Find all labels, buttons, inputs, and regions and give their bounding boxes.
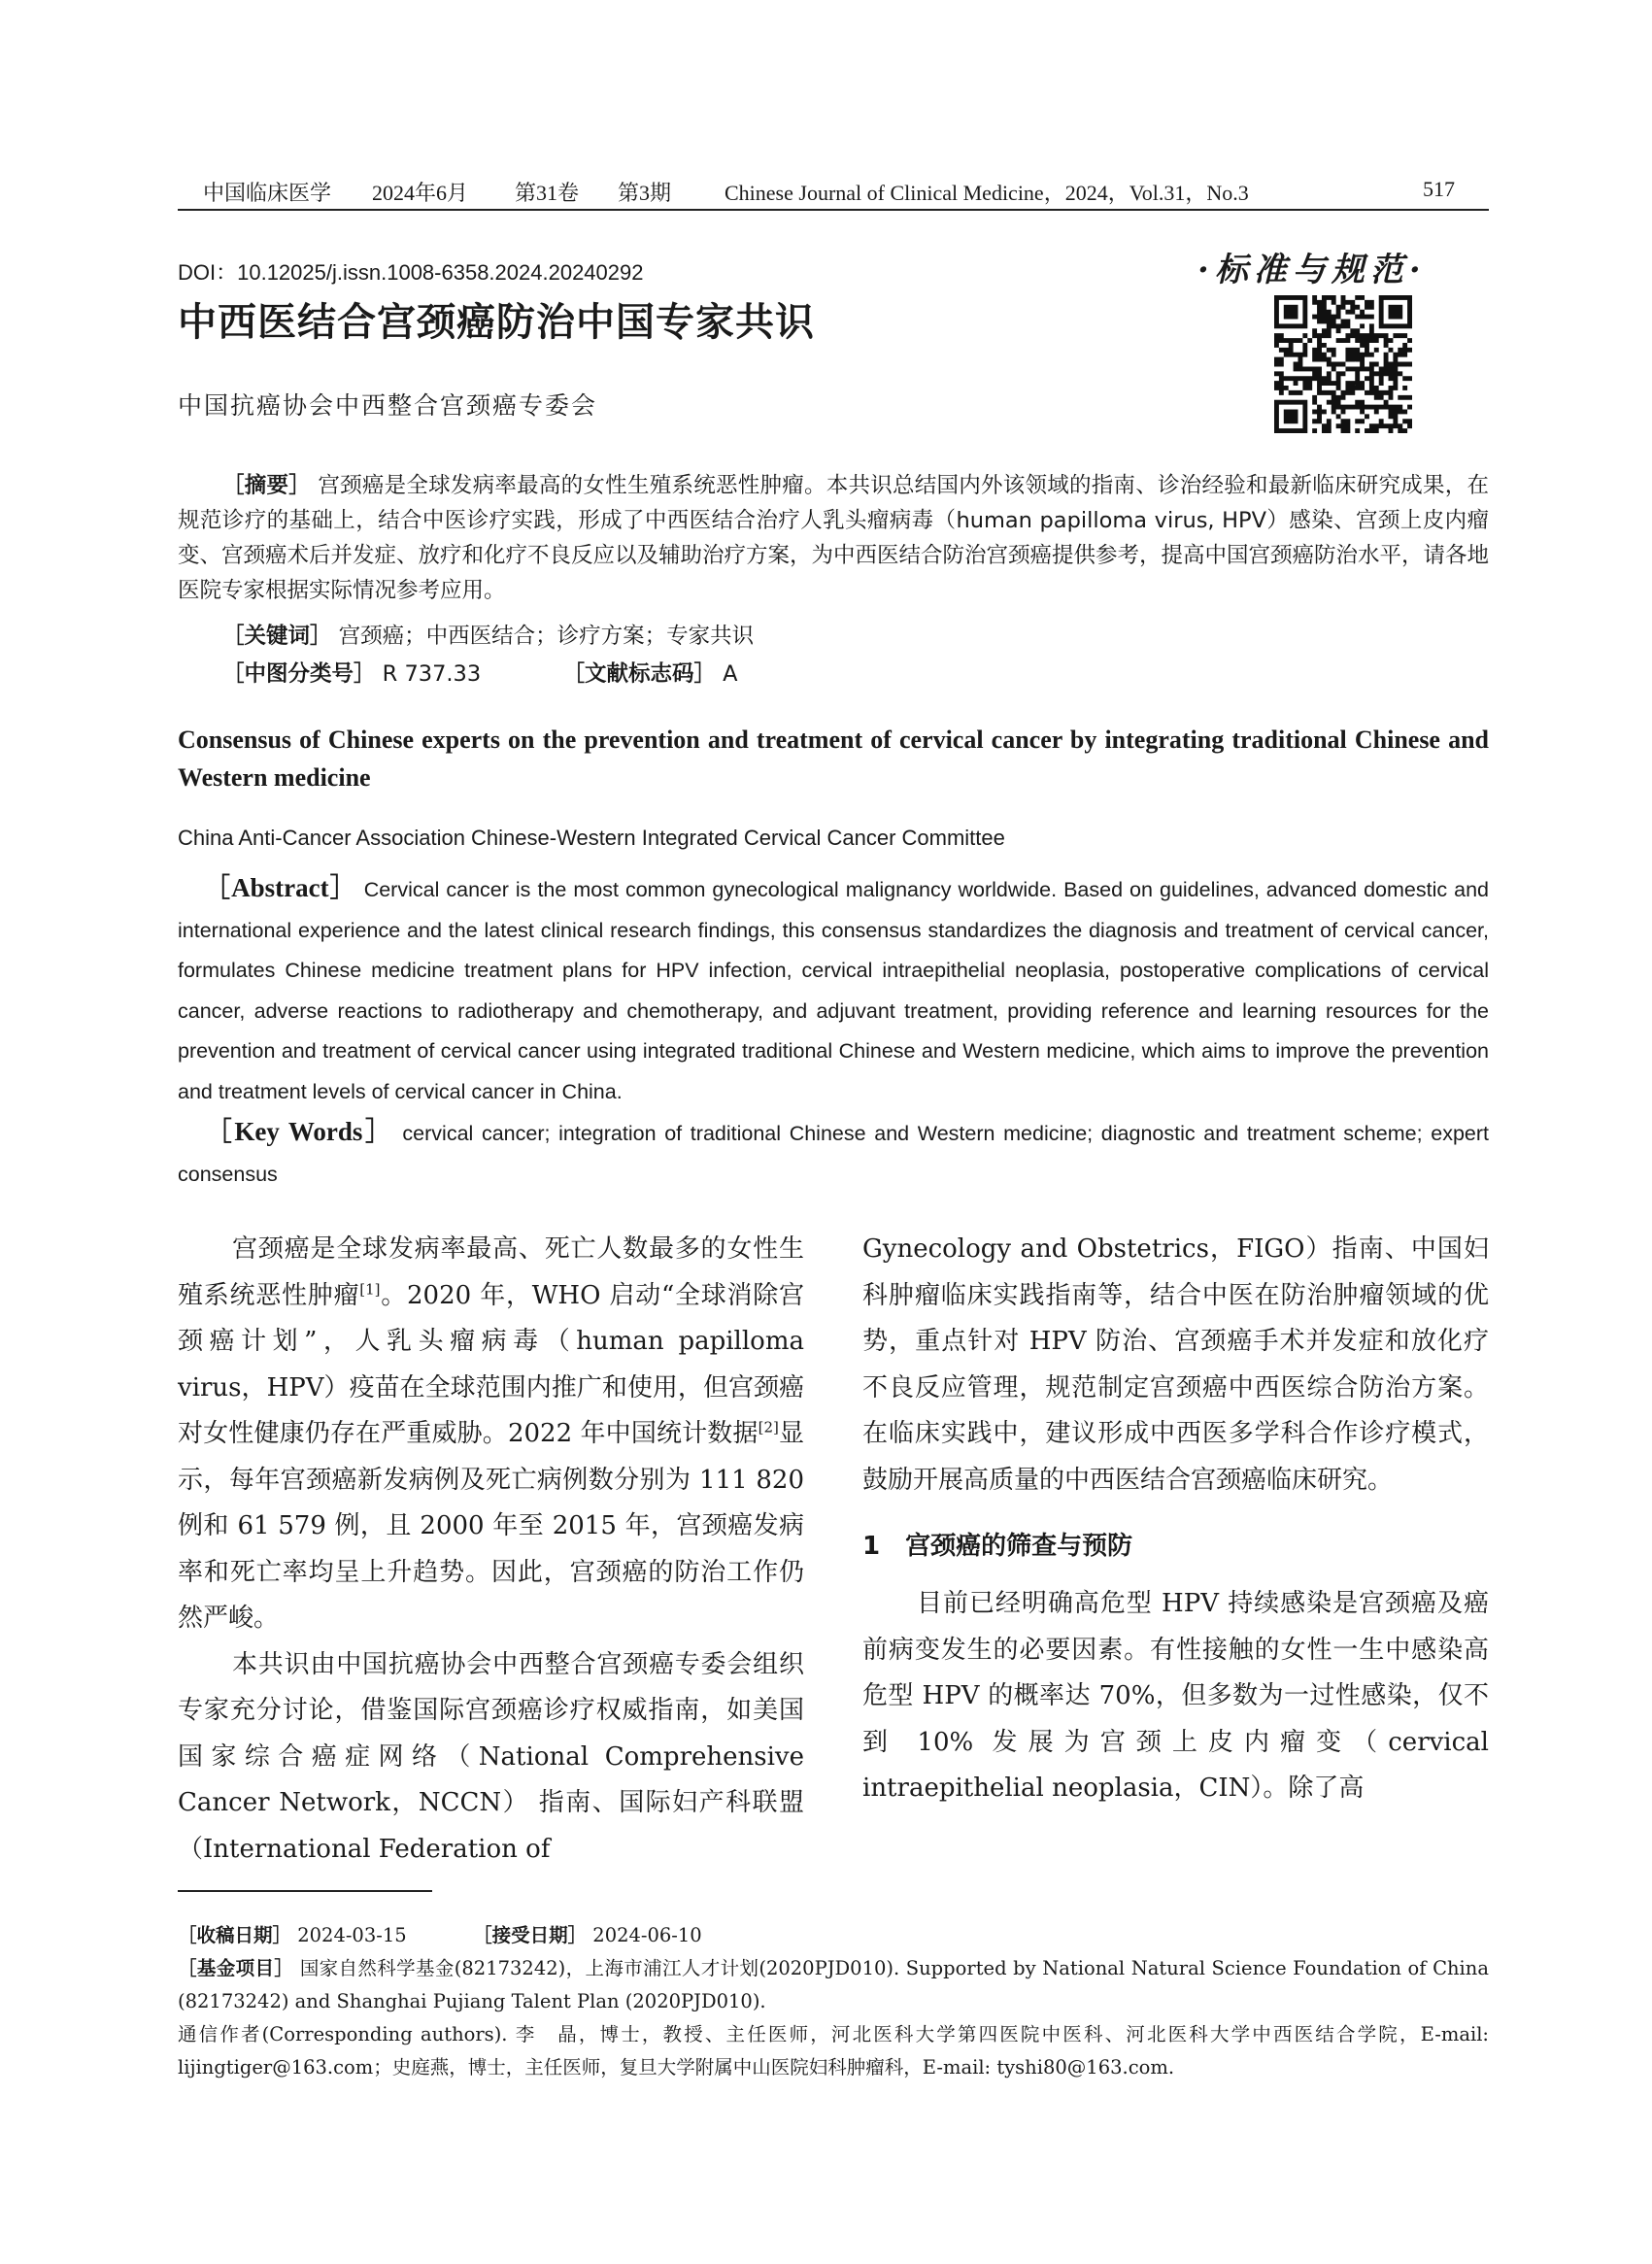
abstract-cn-text: 宫颈癌是全球发病率最高的女性生殖系统恶性肿瘤。本共识总结国内外该领域的指南、诊治经验和最新临床研究成果，在规范诊疗的基础上，结合中医诊疗实践，形成了中西医结合治疗人乳头瘤病毒（human papilloma virus, HPV）感染、宫颈上皮内瘤变、宫颈癌术后并发症、放疗和化疗不良反应以及辅助治疗方案，为中西医结合防治宫颈癌提供参考，提高中国宫颈癌防治水平，请各地医院专家根据实际情况参考应用。: [178, 473, 1490, 603]
body-paragraph-2-cont: Gynecology and Obstetrics，FIGO）指南、中国妇科肿瘤临床实践指南等，结合中医在防治肿瘤领域的优势，重点针对 HPV 防治、宫颈癌手术并发症和放化疗不良反应管理，规范制定宫颈癌中西医综合防治方案。在临床实践中，建议形成中西医多学科合作诊疗模式，鼓励开展高质量的中西医结合宫颈癌临床研究。: [862, 1234, 1489, 1495]
clc-label: ［中图分类号］: [222, 661, 376, 687]
header-date-cn: 2024年6月: [372, 181, 469, 205]
doc-code-value: A: [723, 661, 738, 687]
header-journal-en: Chinese Journal of Clinical Medicine，2024，Vol.31，No.3: [725, 181, 1249, 205]
dates-line: [178, 1919, 1489, 1952]
keywords-en-label: ［Key Words］: [203, 1117, 394, 1146]
header-rule: [178, 209, 1489, 211]
fund-text: 国家自然科学基金(82173242)，上海市浦江人才计划(2020PJD010). Supported by National Natural Science Foundation of China (82173242) and Shanghai Pujiang Talent Plan (2020PJD010).: [178, 1957, 1489, 2012]
body-column-right: [862, 1227, 1489, 1812]
accepted-label: ［接受日期］: [473, 1924, 588, 1946]
classification-line: [222, 657, 738, 692]
header-volume-cn: 第31卷: [515, 181, 580, 205]
header-journal-cn: 中国临床医学: [203, 181, 332, 205]
abstract-en: [178, 868, 1489, 1112]
abstract-en-label: ［Abstract］: [203, 873, 357, 902]
citation-ref-1[interactable]: [1]: [359, 1279, 381, 1298]
author-cn: 中国抗癌协会中西整合宫颈癌专委会: [178, 391, 598, 420]
abstract-en-text: Cervical cancer is the most common gynecological malignancy worldwide. Based on guidelines, advanced domestic and international experience and the latest clinical research findings, this consensus standardizes the diagnosis and treatment of cervical cancer, formulates Chinese medicine treatment plans for HPV infection, cervical intraepithelial neoplasia, postoperative complications of cervical cancer, adverse reactions to radiotherapy and chemotherapy, and adjuvant treatment, providing reference and learning resources for the prevention and treatment of cervical cancer using integrated traditional Chinese and Western medicine, which aims to improve the prevention and treatment levels of cervical cancer in China.: [178, 878, 1489, 1103]
running-header: [178, 175, 1489, 210]
doi[interactable]: DOI：10.12025/j.issn.1008-6358.2024.20240292: [178, 260, 644, 285]
header-issue-cn: 第3期: [618, 181, 672, 205]
header-page-number: 517: [1423, 177, 1455, 201]
keywords-en-text: cervical cancer; integration of traditional Chinese and Western medicine; diagnostic and treatment scheme; expert consensus: [178, 1122, 1489, 1186]
footnotes: [178, 1919, 1489, 2084]
body-paragraph-2: 本共识由中国抗癌协会中西整合宫颈癌专委会组织专家充分讨论，借鉴国际宫颈癌诊疗权威指南，如美国国家综合癌症网络（National Comprehensive Cancer Network，NCCN） 指南、国际妇产科联盟（International Federation of: [178, 1649, 804, 1864]
keywords-cn-label: ［关键词］: [222, 624, 332, 649]
clc-value: R 737.33: [382, 661, 482, 687]
citation-ref-2[interactable]: [2]: [758, 1418, 779, 1436]
qr-code-icon: [1274, 295, 1412, 433]
fund-line: [178, 1952, 1489, 2018]
keywords-en: [178, 1112, 1489, 1195]
author-en: China Anti-Cancer Association Chinese-Western Integrated Cervical Cancer Committee: [178, 826, 1005, 850]
section-1-heading: 1 宫颈癌的筛查与预防: [862, 1532, 1133, 1561]
body-column-left: [178, 1227, 804, 1873]
body-paragraph-1: 宫颈癌是全球发病率最高、死亡人数最多的女性生殖系统恶性肿瘤[1]。2020 年，WHO 启动“全球消除宫颈癌计划”，人乳头瘤病毒（human papilloma virus，HPV）疫苗在全球范围内推广和使用，但宫颈癌对女性健康仍存在严重威胁。2022 年中国统计数据[2]显示，每年宫颈癌新发病例及死亡病例数分别为 111 820 例和 61 579 例，且 2000 年至 2015 年，宫颈癌发病率和死亡率均呈上升趋势。因此，宫颈癌的防治工作仍然严峻。: [178, 1234, 804, 1633]
body-paragraph-3: 目前已经明确高危型 HPV 持续感染是宫颈癌及癌前病变发生的必要因素。有性接触的女性一生中感染高危型 HPV 的概率达 70%，但多数为一过性感染，仅不到 10% 发展为宫颈上皮内瘤变（cervical intraepithelial neoplasia，CIN）。除了高: [862, 1589, 1489, 1803]
keywords-cn-text: 宫颈癌；中西医结合；诊疗方案；专家共识: [338, 624, 755, 649]
correspondence: 通信作者(Corresponding authors). 李 晶，博士，教授、主任医师，河北医科大学第四医院中医科、河北医科大学中西医结合学院，E-mail: lijingtiger@163.com；史庭燕，博士，主任医师，复旦大学附属中山医院妇科肿瘤科，E-mail: tyshi80@163.com.: [178, 2023, 1489, 2078]
fund-label: ［基金项目］: [178, 1957, 294, 1979]
accepted-date: 2024-06-10: [592, 1924, 702, 1946]
section-tag: ·标准与规范·: [1197, 251, 1427, 289]
abstract-cn: [178, 468, 1489, 608]
title-en: Consensus of Chinese experts on the prevention and treatment of cervical cancer by integrating traditional Chinese and Western medicine: [178, 726, 1489, 792]
doc-code-label: ［文献标志码］: [562, 661, 717, 687]
footnote-rule: [178, 1890, 432, 1892]
abstract-cn-label: ［摘要］: [222, 473, 312, 498]
title-cn: 中西医结合宫颈癌防治中国专家共识: [178, 300, 815, 345]
received-label: ［收稿日期］: [178, 1924, 292, 1946]
received-date: 2024-03-15: [297, 1924, 407, 1946]
keywords-cn: [222, 619, 754, 654]
